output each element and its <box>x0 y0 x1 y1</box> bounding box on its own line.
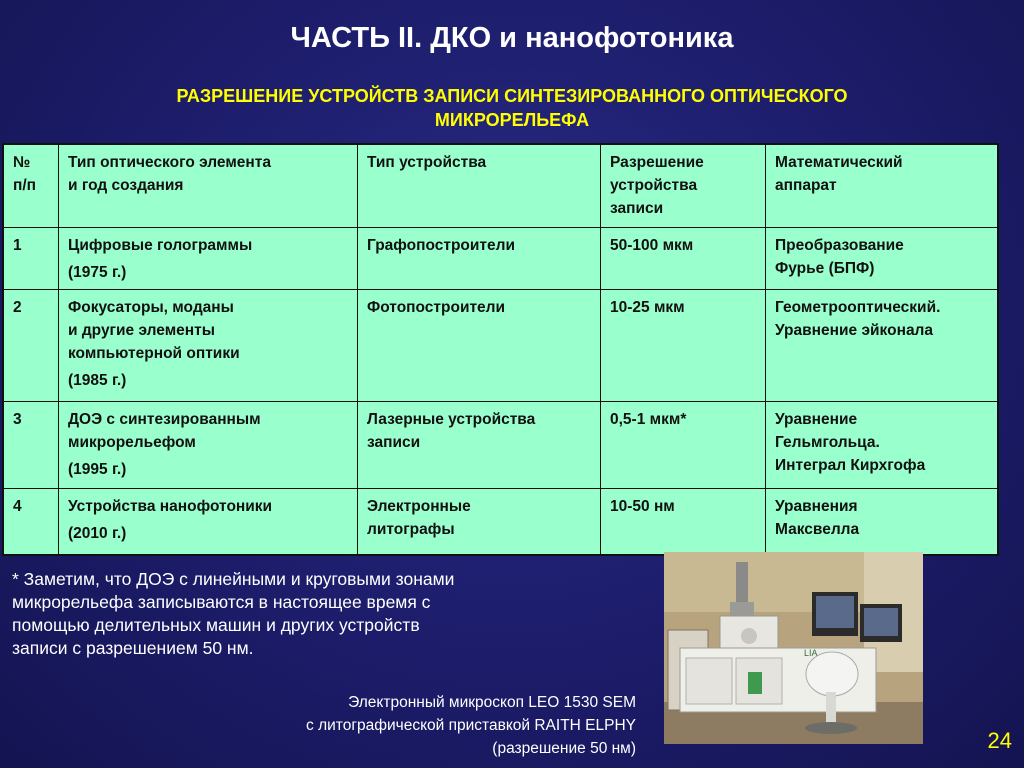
subtitle-line: МИКРОРЕЛЬЕФА <box>434 110 590 130</box>
cell-num: 3 <box>3 402 59 489</box>
header-math: Математический аппарат <box>766 144 999 228</box>
photo-logo: LIA <box>804 648 818 658</box>
page-number: 24 <box>987 728 1012 753</box>
cell-element: ДОЭ с синтезированным микрорельефом (1995 г.) <box>59 402 358 489</box>
cell-device: Электронные литографы <box>358 489 601 556</box>
footnote-line: микрорельефа записываются в настоящее время с <box>12 592 431 612</box>
cell-resolution: 50-100 мкм <box>601 228 766 290</box>
cell-num: 1 <box>3 228 59 290</box>
resolution-table <box>2 143 999 556</box>
table-header-row <box>3 144 998 228</box>
microscope-photo <box>664 552 923 744</box>
footnote-line: * Заметим, что ДОЭ с линейными и круговыми зонами <box>12 569 455 589</box>
cell-resolution: 10-50 нм <box>601 489 766 556</box>
cell-num: 2 <box>3 290 59 402</box>
microscope-illustration <box>664 552 923 744</box>
cell-resolution: 10-25 мкм <box>601 290 766 402</box>
table-row <box>3 228 998 290</box>
cell-math: Преобразование Фурье (БПФ) <box>766 228 999 290</box>
table-row <box>3 402 998 489</box>
caption-line: (разрешение 50 нм) <box>492 740 636 757</box>
caption-line: Электронный микроскоп LEO 1530 SEM <box>348 694 636 711</box>
footnote <box>12 568 612 660</box>
cell-math: Уравнения Максвелла <box>766 489 999 556</box>
cell-device: Лазерные устройства записи <box>358 402 601 489</box>
header-num: № п/п <box>3 144 59 228</box>
header-element: Тип оптического элемента и год создания <box>59 144 358 228</box>
cell-resolution: 0,5-1 мкм* <box>601 402 766 489</box>
footnote-line: записи с разрешением 50 нм. <box>12 638 254 658</box>
caption-line: с литографической приставкой RAITH ELPHY <box>306 717 636 734</box>
header-device: Тип устройства <box>358 144 601 228</box>
footnote-line: помощью делительных машин и других устройств <box>12 615 420 635</box>
cell-element: Цифровые голограммы (1975 г.) <box>59 228 358 290</box>
cell-math: Уравнение Гельмгольца. Интеграл Кирхгофа <box>766 402 999 489</box>
cell-element: Устройства нанофотоники (2010 г.) <box>59 489 358 556</box>
header-resolution: Разрешение устройства записи <box>601 144 766 228</box>
table-row <box>3 489 998 556</box>
subtitle-line: РАЗРЕШЕНИЕ УСТРОЙСТВ ЗАПИСИ СИНТЕЗИРОВАННОГО ОПТИЧЕСКОГО <box>176 86 848 106</box>
slide-title: ЧАСТЬ II. ДКО и нанофотоника <box>290 22 734 54</box>
cell-device: Графопостроители <box>358 228 601 290</box>
slide-subtitle <box>60 84 964 132</box>
cell-device: Фотопостроители <box>358 290 601 402</box>
cell-num: 4 <box>3 489 59 556</box>
cell-math: Геометрооптический. Уравнение эйконала <box>766 290 999 402</box>
photo-caption <box>216 691 636 760</box>
table-row <box>3 290 998 402</box>
cell-element: Фокусаторы, моданы и другие элементы компьютерной оптики (1985 г.) <box>59 290 358 402</box>
